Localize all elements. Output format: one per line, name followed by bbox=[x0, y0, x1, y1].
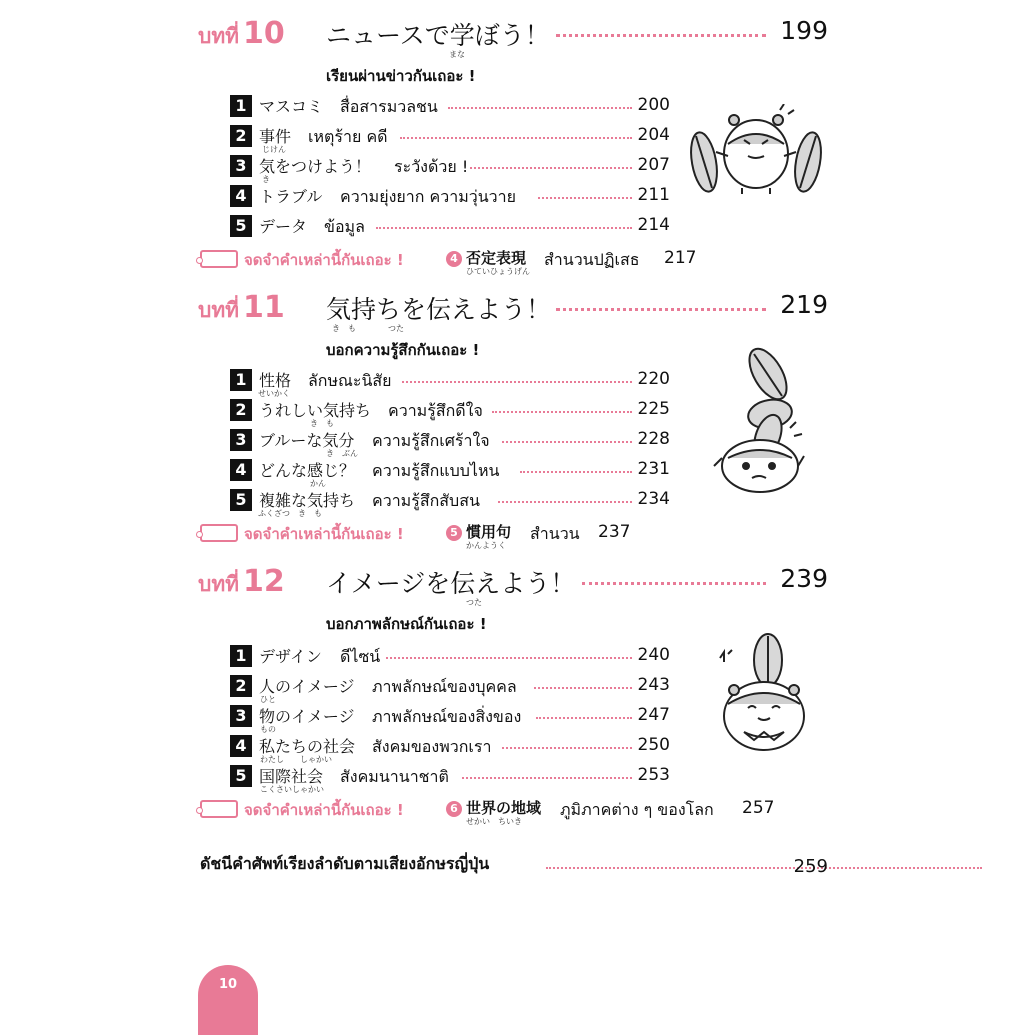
chapter-title: イメージを伝えよう！ bbox=[326, 569, 576, 598]
review-jp: 世界の地域 bbox=[466, 799, 542, 817]
lesson-ruby: ひと bbox=[260, 695, 276, 704]
lesson-row bbox=[230, 734, 670, 764]
chapter-prefix: บทที่ bbox=[198, 298, 240, 322]
index-label: ดัชนีคำศัพท์เรียงลำดับตามเสียงอักษรญี่ปุ่น bbox=[200, 854, 490, 873]
lesson-ruby: き bbox=[262, 175, 270, 184]
review-page: 217 bbox=[664, 248, 697, 268]
page-number-tab bbox=[198, 965, 258, 1035]
lesson-jp: 人のイメージ bbox=[259, 677, 355, 696]
review-label: จดจำคำเหล่านี้กันเถอะ ! bbox=[244, 251, 404, 269]
lesson-number: 3 bbox=[230, 155, 252, 177]
lesson-number: 1 bbox=[230, 95, 252, 117]
review-line bbox=[200, 796, 775, 826]
lesson-jp: マスコミ bbox=[259, 97, 324, 116]
lesson-number: 5 bbox=[230, 215, 252, 237]
page-number: 10 bbox=[218, 977, 238, 992]
dotted-leader bbox=[556, 34, 766, 37]
dotted-leader bbox=[492, 411, 632, 413]
lesson-jp: 私たちの社会 bbox=[259, 737, 356, 756]
lesson-row bbox=[230, 184, 670, 208]
chapter-title-ruby: き も つた bbox=[332, 324, 404, 333]
lesson-page: 214 bbox=[637, 215, 670, 235]
lesson-row bbox=[230, 458, 670, 488]
notebook-icon bbox=[200, 250, 238, 268]
lesson-jp: 物のイメージ bbox=[259, 707, 355, 726]
lesson-ruby: こくさいしゃかい bbox=[260, 785, 324, 794]
lesson-ruby: じけん bbox=[262, 145, 286, 154]
chapter-prefix: บทที่ bbox=[198, 24, 240, 48]
dotted-leader bbox=[462, 777, 632, 779]
dotted-leader bbox=[402, 381, 632, 383]
lesson-number: 4 bbox=[230, 735, 252, 757]
dotted-leader bbox=[520, 471, 632, 473]
chapter-number: 12 bbox=[243, 564, 285, 599]
notebook-icon bbox=[200, 800, 238, 818]
review-th: ภูมิภาคต่าง ๆ ของโลก bbox=[560, 800, 714, 819]
lesson-row bbox=[230, 764, 670, 794]
review-page: 257 bbox=[742, 798, 775, 818]
lesson-page: 250 bbox=[637, 735, 670, 755]
index-entry bbox=[200, 852, 828, 882]
dotted-leader bbox=[502, 441, 632, 443]
lesson-ruby: かん bbox=[310, 479, 326, 488]
review-label: จดจำคำเหล่านี้กันเถอะ ! bbox=[244, 525, 404, 543]
dotted-leader bbox=[536, 717, 632, 719]
lesson-page: 243 bbox=[637, 675, 670, 695]
lesson-row bbox=[230, 368, 670, 398]
dotted-leader bbox=[556, 308, 766, 311]
lesson-th: ข้อมูล bbox=[324, 217, 365, 236]
dotted-leader bbox=[546, 867, 982, 869]
chapter-number: 10 bbox=[243, 16, 285, 51]
review-line bbox=[200, 246, 720, 274]
lesson-jp: 複雑な気持ち bbox=[259, 491, 356, 510]
chapter-10-header bbox=[198, 16, 828, 59]
lesson-row bbox=[230, 154, 670, 184]
review-ruby: かんようく bbox=[466, 541, 506, 550]
chapter-page: 199 bbox=[780, 16, 828, 45]
lesson-th: ลักษณะนิสัย bbox=[308, 371, 392, 390]
review-line bbox=[200, 520, 720, 548]
lesson-number: 1 bbox=[230, 369, 252, 391]
lesson-th: ความรู้สึกดีใจ bbox=[388, 401, 483, 420]
review-ruby: せかい ちいき bbox=[466, 817, 522, 826]
lesson-jp: 性格 bbox=[259, 371, 292, 390]
dotted-leader bbox=[376, 227, 632, 229]
dotted-leader bbox=[386, 657, 632, 659]
lesson-row bbox=[230, 214, 670, 238]
chapter-page: 239 bbox=[780, 564, 828, 593]
chapter-label bbox=[198, 564, 285, 601]
review-badge: 4 bbox=[446, 251, 462, 267]
chapter-subtitle: บอกภาพลักษณ์กันเถอะ ! bbox=[326, 615, 487, 633]
lesson-th: ความยุ่งยาก ความวุ่นวาย bbox=[340, 187, 517, 206]
lesson-th: ดีไซน์ bbox=[340, 647, 381, 666]
chapter-subtitle: เรียนผ่านข่าวกันเถอะ ! bbox=[326, 67, 476, 85]
lesson-page: 204 bbox=[637, 125, 670, 145]
lesson-page: 207 bbox=[637, 155, 670, 175]
lesson-th: สื่อสารมวลชน bbox=[340, 97, 438, 116]
lesson-th: ระวังด้วย ! bbox=[394, 157, 469, 176]
lesson-th: ภาพลักษณ์ของบุคคล bbox=[372, 677, 517, 696]
lesson-ruby: き も bbox=[310, 419, 334, 428]
dotted-leader bbox=[502, 747, 632, 749]
hamster-under-seeds-illustration bbox=[706, 346, 812, 494]
chapter-subtitle: บอกความรู้สึกกันเถอะ ! bbox=[326, 341, 480, 359]
review-badge: 6 bbox=[446, 801, 462, 817]
lesson-number: 2 bbox=[230, 399, 252, 421]
lesson-number: 3 bbox=[230, 705, 252, 727]
lesson-page: 228 bbox=[637, 429, 670, 449]
dotted-leader bbox=[538, 197, 632, 199]
chapter-11-header bbox=[198, 290, 828, 333]
lesson-row bbox=[230, 124, 670, 154]
review-th: สำนวน bbox=[530, 524, 580, 543]
lesson-row bbox=[230, 488, 670, 518]
chapter-title: 気持ちを伝えよう！ bbox=[326, 295, 552, 324]
lesson-row bbox=[230, 94, 670, 118]
dotted-leader bbox=[448, 107, 632, 109]
lesson-number: 2 bbox=[230, 125, 252, 147]
lesson-ruby: ふくざつ き も bbox=[258, 509, 322, 518]
lesson-page: 247 bbox=[637, 705, 670, 725]
lesson-ruby: わたし しゃかい bbox=[260, 755, 332, 764]
lesson-number: 5 bbox=[230, 489, 252, 511]
lesson-jp: ブルーな気分 bbox=[259, 431, 355, 450]
chapter-title: ニュースで学ぼう！ bbox=[326, 21, 550, 50]
dotted-leader bbox=[582, 582, 766, 585]
lesson-th: ความรู้สึกแบบไหน bbox=[372, 461, 500, 480]
lesson-row bbox=[230, 428, 670, 458]
lesson-number: 2 bbox=[230, 675, 252, 697]
dotted-leader bbox=[534, 687, 632, 689]
lesson-page: 225 bbox=[637, 399, 670, 419]
lesson-th: ความรู้สึกสับสน bbox=[372, 491, 480, 510]
lesson-th: สังคมนานาชาติ bbox=[340, 767, 449, 786]
lesson-page: 220 bbox=[637, 369, 670, 389]
review-jp: 否定表現 bbox=[466, 249, 527, 267]
chapter-title-ruby: まな bbox=[449, 50, 465, 59]
lesson-number: 4 bbox=[230, 459, 252, 481]
lesson-page: 253 bbox=[637, 765, 670, 785]
lesson-page: 234 bbox=[637, 489, 670, 509]
chapter-number: 11 bbox=[243, 290, 285, 325]
lesson-jp: 事件 bbox=[259, 127, 292, 146]
lesson-jp: データ bbox=[259, 217, 308, 236]
lesson-jp: トラブル bbox=[259, 187, 323, 206]
lesson-th: เหตุร้าย คดี bbox=[308, 127, 388, 146]
lesson-row bbox=[230, 398, 670, 428]
lesson-row bbox=[230, 704, 670, 734]
lesson-page: 231 bbox=[637, 459, 670, 479]
lesson-th: ภาพลักษณ์ของสิ่งของ bbox=[372, 707, 522, 726]
hamster-with-seed-illustration bbox=[714, 632, 810, 752]
lesson-ruby: き ぶん bbox=[326, 449, 358, 458]
hamster-lifting-seeds-illustration bbox=[684, 104, 828, 196]
lesson-row bbox=[230, 674, 670, 704]
lesson-jp: 国際社会 bbox=[259, 767, 324, 786]
chapter-prefix: บทที่ bbox=[198, 572, 240, 596]
lesson-number: 1 bbox=[230, 645, 252, 667]
lesson-th: ความรู้สึกเศร้าใจ bbox=[372, 431, 490, 450]
review-page: 237 bbox=[598, 522, 631, 542]
dotted-leader bbox=[400, 137, 632, 139]
lesson-number: 3 bbox=[230, 429, 252, 451]
lesson-ruby: せいかく bbox=[258, 389, 290, 398]
lesson-page: 211 bbox=[637, 185, 670, 205]
lesson-jp: 気をつけよう！ bbox=[259, 157, 372, 176]
chapter-label bbox=[198, 16, 285, 53]
chapter-label bbox=[198, 290, 285, 327]
review-th: สำนวนปฏิเสธ bbox=[544, 250, 640, 269]
dotted-leader bbox=[470, 167, 632, 169]
lesson-jp: デザイン bbox=[259, 647, 322, 666]
chapter-12-header bbox=[198, 564, 828, 607]
lesson-number: 5 bbox=[230, 765, 252, 787]
dotted-leader bbox=[498, 501, 632, 503]
lesson-page: 240 bbox=[637, 645, 670, 665]
review-label: จดจำคำเหล่านี้กันเถอะ ! bbox=[244, 801, 404, 819]
lesson-row bbox=[230, 644, 670, 668]
index-page: 259 bbox=[793, 856, 828, 877]
lesson-number: 4 bbox=[230, 185, 252, 207]
lesson-jp: どんな感じ？ bbox=[259, 461, 356, 480]
lesson-th: สังคมของพวกเรา bbox=[372, 737, 492, 756]
review-ruby: ひていひょうげん bbox=[466, 267, 530, 276]
lesson-jp: うれしい気持ち bbox=[259, 401, 372, 420]
chapter-page: 219 bbox=[780, 290, 828, 319]
review-badge: 5 bbox=[446, 525, 462, 541]
notebook-icon bbox=[200, 524, 238, 542]
lesson-ruby: もの bbox=[260, 725, 276, 734]
chapter-title-ruby: つた bbox=[466, 598, 482, 607]
review-jp: 慣用句 bbox=[466, 523, 512, 541]
lesson-page: 200 bbox=[637, 95, 670, 115]
